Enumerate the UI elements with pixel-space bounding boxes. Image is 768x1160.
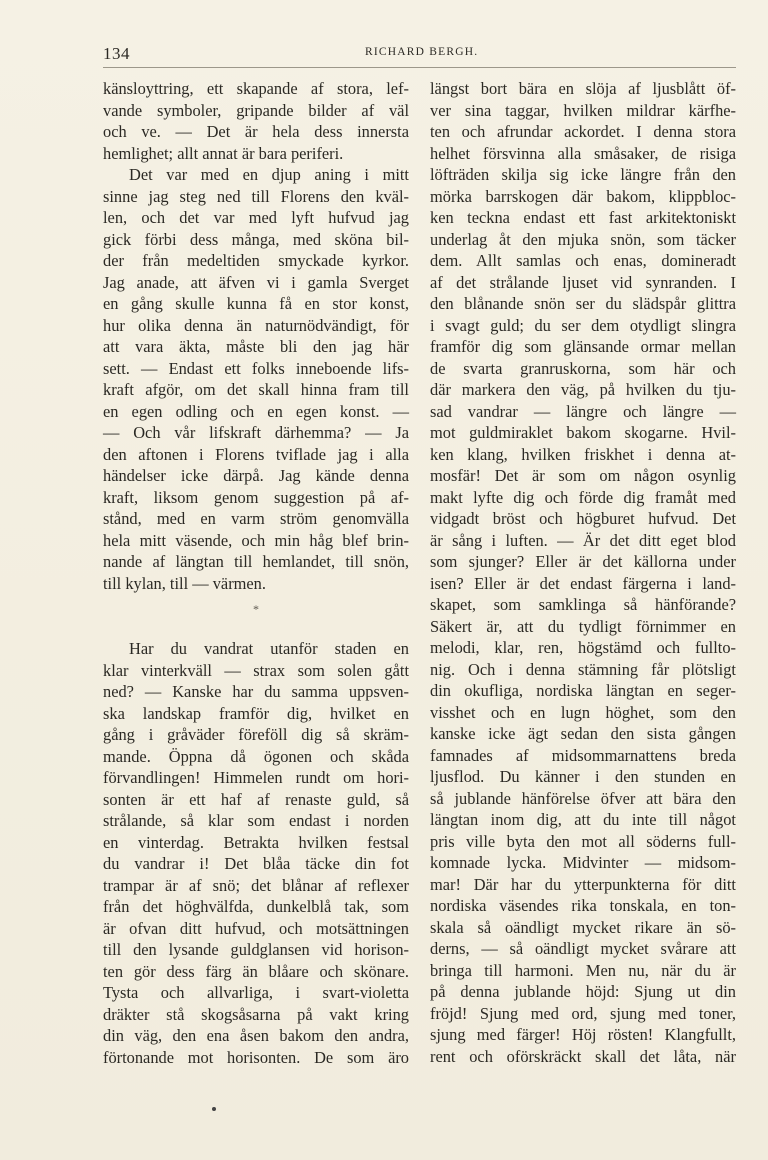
text-line: hemlighet; allt annat är bara periferi. [103, 143, 344, 163]
header-rule [103, 67, 736, 68]
text-line: Säkert är, att du tydligt förnimmer en [430, 616, 736, 636]
text-line: skala så oändligt mycket rikare än sö- [430, 917, 736, 937]
text-line: till kylan, till — värmen. [103, 573, 266, 593]
text-line: nig. Och i denna stämning får plötsligt [430, 659, 736, 679]
page-header [103, 40, 736, 68]
text-line: trampar är af snö; det blånar af reflexer [103, 875, 409, 895]
text-line: dräkter stå skogsåsarna på vakt kring [103, 1004, 409, 1024]
text-line: klar vinterkväll — strax som solen gått [103, 660, 409, 680]
text-line: kanske icke ägt sedan den sista gången [430, 724, 736, 743]
text-line: längtan inom dig, att du inte till något [430, 810, 736, 829]
text-line: Det var med en djup aning i mitt [129, 165, 409, 184]
text-line: melodi, klar, ren, högstämd och fullto- [430, 638, 736, 657]
text-line: helhet försvinna alla småsaker, de risiga [430, 143, 736, 163]
text-line: nande af längtan till hemlandet, till snön, [103, 552, 409, 571]
text-line: der från medeltiden smyckade kyrkor. [103, 251, 409, 270]
text-line: känsloyttring, ett skapande af stora, lef- [103, 79, 409, 98]
text-line: är ofvan ditt hufvud, och motsättningen [103, 918, 409, 938]
text-line: ken klang, hvilken friskhet i denna at- [430, 444, 736, 464]
text-line: af det strålande ljuset vid synranden. I [430, 272, 736, 292]
text-line: till den lysande guldglansen vid horison- [103, 940, 409, 959]
text-line: en gång skulle kunna få en stor konst, [103, 294, 409, 313]
text-line: — Och vår lifskraft därhemma? — Ja [103, 423, 409, 442]
text-line: gång i gråväder föreföll dig så skräm- [103, 725, 409, 744]
text-line: du vandrar i! Det blåa täcke din fot [103, 854, 409, 873]
text-line: de svarta granruskorna, som här och [430, 358, 736, 378]
text-line: sett. — Endast ett folks inneboende lifs- [103, 358, 409, 378]
text-line: en egen odling och en egen konst. — [103, 401, 409, 421]
text-line: och ve. — Det är hela dess innersta [103, 122, 409, 141]
text-line: mörka barrskogen där bakom, klippbloc- [430, 186, 736, 206]
text-line: längst bort bära en slöja af ljusblått öf- [430, 79, 736, 98]
text-line: den blånande snön ser du slädspår glittra [430, 294, 736, 313]
page-mark [212, 1107, 216, 1111]
text-line: där markera den väg, på hvilken du tju- [430, 380, 736, 399]
text-line: isen? Eller är det endast färgerna i land- [430, 573, 736, 593]
text-line: mosfär! Det är som om någon osynlig [430, 466, 736, 485]
right-column [430, 78, 736, 1067]
text-line: sinne jag steg ned till Florens den kväl- [103, 186, 409, 206]
text-line: ten och afrundar ackordet. I denna stora [430, 122, 736, 141]
text-line: mande. Öppna då ögonen och skåda [103, 746, 409, 766]
text-line: sjung med färger! Höj rösten! Klangfullt, [430, 1025, 736, 1044]
text-line: händelser icke därpå. Jag kände denna [103, 466, 409, 485]
text-line: rent och oförskräckt skall det låta, när [430, 1046, 736, 1066]
running-head: RICHARD BERGH. [365, 46, 479, 58]
text-line: förvandlingen! Himmelen rundt om hori- [103, 768, 409, 787]
text-line: mar! Där har du ytterpunkterna för ditt [430, 874, 736, 894]
text-line: sad vandrar — längre och längre — [430, 401, 736, 421]
text-line: på denna jublande höjd: Sjung ut din [430, 982, 736, 1001]
text-line: Tysta och allvarliga, i svart-violetta [103, 983, 409, 1002]
text-line: bringa till harmoni. Men nu, när du är [430, 960, 736, 980]
text-line: framför dig som glänsande ormar mellan [430, 337, 736, 356]
text-line: gick förbi dess många, med sköna bil- [103, 229, 409, 249]
text-line: Jag anade, att äfven vi i gamla Sverget [103, 272, 409, 292]
text-line: löfträden skilja sig icke längre från den [430, 165, 736, 184]
text-line: är sång i luften. — Är det ditt eget blod [430, 530, 736, 550]
text-line: den aftonen i Florens tviflade jag i alla [103, 444, 409, 464]
text-line: strålande, så klar som endast i norden [103, 811, 409, 830]
text-line: kraft, liksom genom suggestion på af- [103, 487, 409, 507]
text-line: från det höghvälfda, dunkelblå tak, som [103, 897, 409, 916]
text-line: förtonande mot horisonten. De som äro [103, 1047, 409, 1067]
page-number: 134 [103, 44, 130, 63]
text-line: din okufliga, nordiska längtan en seger- [430, 681, 736, 700]
text-line: pris ville byta den mot all söderns full- [430, 831, 736, 851]
text-line: hela mitt väsende, och min håg blef brin- [103, 530, 409, 550]
text-line: derns, — så oändligt mycket svårare att [430, 939, 736, 958]
text-line: ska landskap framför dig, hvilket en [103, 703, 409, 723]
left-column [103, 78, 409, 1068]
text-line: mot guldmiraklet bakom skogarne. Hvil- [430, 423, 736, 442]
text-line: vidgadt bröst och högburet hufvud. Det [430, 509, 736, 528]
text-line: hur olika denna än naturnödvändigt, för [103, 315, 409, 335]
text-line: ken teckna endast ett fast arkitektoniskt [430, 208, 736, 227]
text-line: nordiska väsendes rika tonskala, en ton- [430, 896, 736, 915]
text-line: underlag åt den mjuka snön, som täcker [430, 229, 736, 249]
text-line: en vinterdag. Betrakta hvilken festsal [103, 832, 409, 852]
text-line: dem. Allt samlas och enas, domineradt [430, 251, 736, 270]
text-line: Har du vandrat utanför staden en [129, 639, 409, 658]
text-line: fröjd! Sjung med ord, sjung med toner, [430, 1003, 736, 1023]
text-line: att vara äkta, måste bli den jag här [103, 337, 409, 356]
text-line: len, och det var med lyft hufvud jag [103, 208, 409, 227]
section-separator: * [253, 602, 259, 616]
text-line: din väg, den ena åsen bakom den andra, [103, 1026, 409, 1045]
text-line: kraft afgör, om det skall hinna fram till [103, 380, 409, 399]
text-line: ned? — Kanske har du samma uppsven- [103, 682, 409, 701]
text-line: stånd, med en varm ström genomvälla [103, 509, 409, 528]
text-line: skapet, som samklinga så hänförande? [430, 595, 736, 614]
text-line: visshet och en lugn höghet, som den [430, 702, 736, 722]
text-line: famnades af midsommarnattens breda [430, 745, 736, 765]
text-line: i svagt guld; du ser dem otydligt slingra [430, 315, 736, 335]
text-line: ver sina taggar, hvilken mildrar kärfhe- [430, 100, 736, 120]
text-line: sonten är ett haf af renaste guld, så [103, 789, 409, 809]
text-line: komnade lycka. Midvinter — midsom- [430, 853, 736, 872]
text-line: makt lyfte dig och förde dig framåt med [430, 487, 736, 507]
text-line: ten gör dess färg än blåare och skönare. [103, 961, 409, 981]
text-line: som sjunger? Eller är det källorna under [430, 552, 736, 571]
text-line: vande symboler, gripande bilder af väl [103, 100, 409, 120]
text-line: så jublande hänförelse öfver att bära den [430, 788, 736, 808]
text-line: ljusflod. Du känner i den stunden en [430, 767, 736, 786]
